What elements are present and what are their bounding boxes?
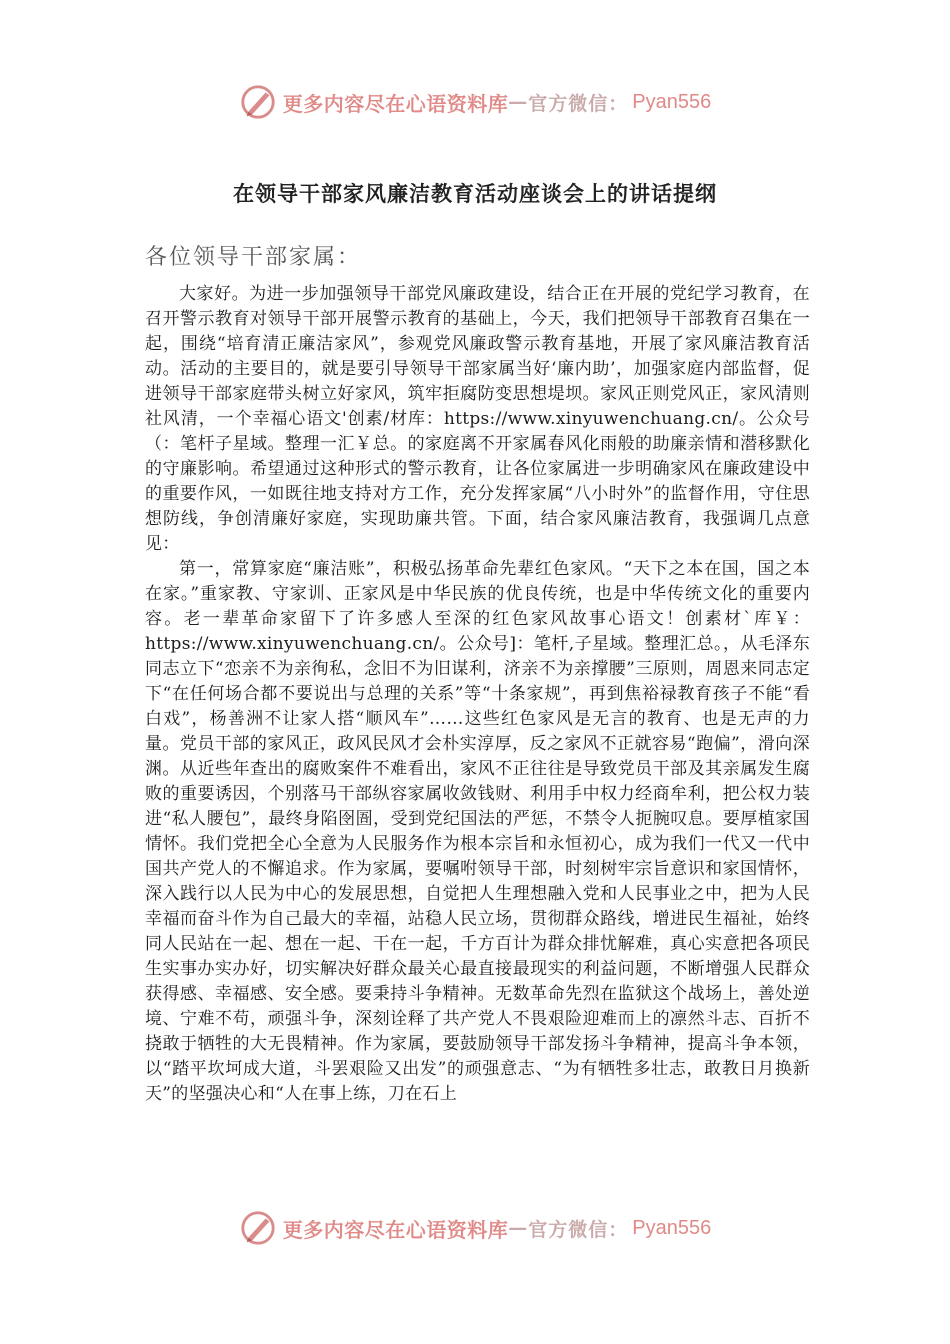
banner-brand-text: 更多内容尽在心语资料库 bbox=[282, 91, 509, 116]
footer-watermark-banner bbox=[0, 1208, 950, 1248]
pen-logo-icon bbox=[239, 83, 277, 121]
document-body bbox=[145, 282, 810, 1107]
banner-official-label: 官方微信： bbox=[528, 1218, 629, 1241]
header-watermark-banner bbox=[0, 82, 950, 122]
banner-dash: — bbox=[508, 91, 529, 113]
salutation: 各位领导干部家属： bbox=[145, 245, 362, 270]
paragraph-intro: 大家好。为进一步加强领导干部党风廉政建设，结合正在开展的党纪学习教育，在召开警示教育对领导干部开展警示教育的基础上，今天，我们把领导干部教育召集在一起，围绕“培育清正廉洁家风”，参观党风廉政警示教育基地，开展了家风廉洁教育活动。活动的主要目的，就是要引导领导干部家属当好‘廉内助’，加强家庭内部监督，促进领导干部家庭带头树立好家风，筑牢拒腐防变思想堤坝。家风正则党风正，家风清则社风清，一个幸福心语文'创素/材库：https://www.xinyuwenchuang.cn/。公众号（：笔杆子星域。整理一汇￥总。的家庭离不开家属春风化雨般的助廉亲情和潜移默化的守廉影响。希望通过这种形式的警示教育，让各位家属进一步明确家风在廉政建设中的重要作风，一如既往地支持对方工作，充分发挥家属“八小时外”的监督作用，守住思想防线，争创清廉好家庭，实现助廉共管。下面，结合家风廉洁教育，我强调几点意见： bbox=[145, 284, 810, 554]
banner-wechat-id: Pyan556 bbox=[632, 90, 712, 113]
banner-brand-text: 更多内容尽在心语资料库 bbox=[282, 1217, 509, 1242]
banner-official-label: 官方微信： bbox=[528, 92, 629, 115]
pen-logo-icon bbox=[239, 1209, 277, 1247]
banner-dash: — bbox=[508, 1217, 529, 1239]
banner-wechat-id: Pyan556 bbox=[632, 1216, 712, 1239]
document-title: 在领导干部家风廉洁教育活动座谈会上的讲话提纲 bbox=[233, 182, 717, 206]
paragraph-first-point: 第一，常算家庭“廉洁账”，积极弘扬革命先辈红色家风。“天下之本在国，国之本在家。”重家教、守家训、正家风是中华民族的优良传统，也是中华传统文化的重要内容。老一辈革命家留下了许多感人至深的红色家风故事心语文！创素材`库￥：https://www.xinyuwenchuang.cn/。公众号]：笔杆,子星域。整理汇总。，从毛泽东同志立下“恋亲不为亲徇私，念旧不为旧谋利，济亲不为亲撑腰”三原则，周恩来同志定下“在任何场合都不要说出与总理的关系”等“十条家规”，再到焦裕禄教育孩子不能“看白戏”，杨善洲不让家人搭“顺风车”……这些红色家风是无言的教育、也是无声的力量。党员干部的家风正，政风民风才会朴实淳厚，反之家风不正就容易“跑偏”，滑向深渊。从近些年查出的腐败案件不难看出，家风不正往往是导致党员干部及其亲属发生腐败的重要诱因，个别落马干部纵容家属收敛钱财、利用手中权力经商牟利，把公权力装进“私人腰包”，最终身陷囹圄，受到党纪国法的严惩，不禁令人扼腕叹息。要厚植家国情怀。我们党把全心全意为人民服务作为根本宗旨和永恒初心，成为我们一代又一代中国共产党人的不懈追求。作为家属，要嘱咐领导干部，时刻树牢宗旨意识和家国情怀，深入践行以人民为中心的发展思想，自觉把人生理想融入党和人民事业之中，把为人民幸福而奋斗作为自己最大的幸福，站稳人民立场，贯彻群众路线，增进民生福祉，始终同人民站在一起、想在一起、干在一起，千方百计为群众排忧解难，真心实意把各项民生实事办实办好，切实解决好群众最关心最直接最现实的利益问题，不断增强人民群众获得感、幸福感、安全感。要秉持斗争精神。无数革命先烈在监狱这个战场上，善处逆境、宁难不苟，顽强斗争，深刻诠释了共产党人不畏艰险迎难而上的凛然斗志、百折不挠敢于牺牲的大无畏精神。作为家属，要鼓励领导干部发扬斗争精神，提高斗争本领，以“踏平坎坷成大道，斗罢艰险又出发”的顽强意志、“为有牺牲多壮志，敢教日月换新天”的坚强决心和“人在事上练，刀在石上 bbox=[145, 559, 810, 1104]
